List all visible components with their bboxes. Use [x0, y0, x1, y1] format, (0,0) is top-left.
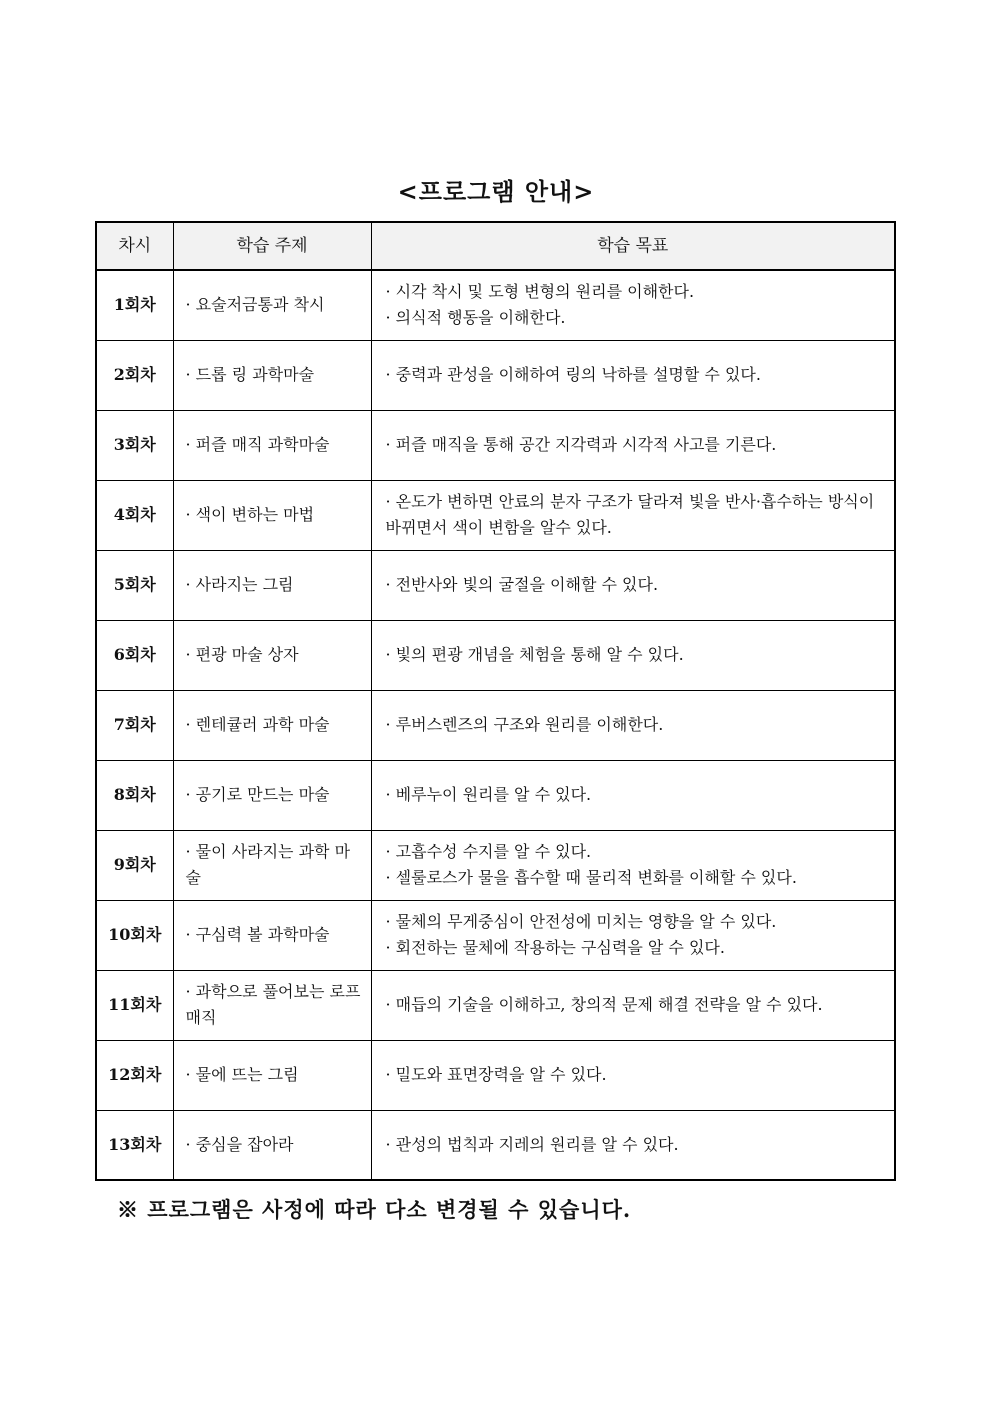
goal-line: · 시각 착시 및 도형 변형의 원리를 이해한다. — [385, 282, 695, 302]
topic-cell: · 과학으로 풀어보는 로프 매직 — [173, 970, 371, 1040]
table-row — [96, 550, 895, 620]
session-cell: 3회차 — [96, 410, 173, 480]
table-row — [96, 410, 895, 480]
topic-cell: · 렌테큘러 과학 마술 — [173, 690, 371, 760]
program-table — [95, 221, 896, 1181]
session-cell: 5회차 — [96, 550, 173, 620]
goal-line: · 고흡수성 수지를 알 수 있다. — [385, 842, 592, 861]
topic-cell: · 퍼즐 매직 과학마술 — [173, 410, 371, 480]
table-row — [96, 760, 895, 830]
goal-line: · 회전하는 물체에 작용하는 구심력을 알 수 있다. — [385, 938, 725, 957]
goal-line: · 퍼즐 매직을 통해 공간 지각력과 시각적 사고를 기른다. — [385, 435, 777, 454]
session-cell: 6회차 — [96, 620, 173, 690]
goal-cell — [371, 340, 895, 410]
goal-cell — [371, 270, 895, 340]
goal-line: · 의식적 행동을 이해한다. — [385, 308, 566, 328]
goal-line: · 매듭의 기술을 이해하고, 창의적 문제 해결 전략을 알 수 있다. — [385, 995, 823, 1014]
table-row — [96, 1040, 895, 1110]
goal-line: · 온도가 변하면 안료의 분자 구조가 달라져 빛을 반사·흡수하는 방식이 바뀌면서 색이 변함을 알수 있다. — [385, 492, 875, 537]
session-cell: 8회차 — [96, 760, 173, 830]
topic-cell: · 색이 변하는 마법 — [173, 480, 371, 550]
goal-cell — [371, 550, 895, 620]
goal-cell — [371, 830, 895, 900]
page-title: <프로그램 안내> — [397, 177, 595, 206]
topic-cell: · 공기로 만드는 마술 — [173, 760, 371, 830]
topic-cell: · 드롭 링 과학마술 — [173, 340, 371, 410]
header-goal: 학습 목표 — [371, 222, 895, 270]
header-session: 차시 — [96, 222, 173, 270]
session-cell: 12회차 — [96, 1040, 173, 1110]
topic-cell: · 편광 마술 상자 — [173, 620, 371, 690]
change-notice: ※ 프로그램은 사정에 따라 다소 변경될 수 있습니다. — [117, 1197, 632, 1222]
goal-cell — [371, 760, 895, 830]
topic-cell: · 요술저금통과 착시 — [173, 270, 371, 340]
goal-line: · 밀도와 표면장력을 알 수 있다. — [385, 1065, 607, 1084]
topic-cell: · 물에 뜨는 그림 — [173, 1040, 371, 1110]
table-header-row — [96, 222, 895, 270]
goal-line: · 빛의 편광 개념을 체험을 통해 알 수 있다. — [385, 645, 684, 664]
goal-cell — [371, 620, 895, 690]
goal-line: · 전반사와 빛의 굴절을 이해할 수 있다. — [385, 575, 659, 594]
goal-line: · 베루누이 원리를 알 수 있다. — [385, 785, 592, 804]
topic-cell: · 물이 사라지는 과학 마술 — [173, 830, 371, 900]
session-cell: 10회차 — [96, 900, 173, 970]
table-row — [96, 480, 895, 550]
session-cell: 2회차 — [96, 340, 173, 410]
goal-cell — [371, 1040, 895, 1110]
table-row — [96, 970, 895, 1040]
table-row — [96, 340, 895, 410]
table-row — [96, 690, 895, 760]
session-cell: 11회차 — [96, 970, 173, 1040]
goal-cell — [371, 480, 895, 550]
goal-cell — [371, 1110, 895, 1180]
goal-cell — [371, 970, 895, 1040]
session-cell: 13회차 — [96, 1110, 173, 1180]
table-row — [96, 900, 895, 970]
goal-line: · 중력과 관성을 이해하여 링의 낙하를 설명할 수 있다. — [385, 365, 761, 384]
session-cell: 4회차 — [96, 480, 173, 550]
goal-line: · 물체의 무게중심이 안전성에 미치는 영향을 알 수 있다. — [385, 912, 777, 931]
goal-cell — [371, 690, 895, 760]
goal-line: · 루버스렌즈의 구조와 원리를 이해한다. — [385, 715, 664, 734]
topic-cell: · 구심력 볼 과학마술 — [173, 900, 371, 970]
goal-cell — [371, 900, 895, 970]
session-cell: 1회차 — [96, 270, 173, 340]
goal-line: · 관성의 법칙과 지레의 원리를 알 수 있다. — [385, 1134, 679, 1154]
topic-cell: · 사라지는 그림 — [173, 550, 371, 620]
table-row — [96, 830, 895, 900]
table-row — [96, 620, 895, 690]
table-row — [96, 1110, 895, 1180]
session-cell: 9회차 — [96, 830, 173, 900]
goal-line: · 셀룰로스가 물을 흡수할 때 물리적 변화를 이해할 수 있다. — [385, 868, 797, 887]
session-cell: 7회차 — [96, 690, 173, 760]
goal-cell — [371, 410, 895, 480]
header-topic: 학습 주제 — [173, 222, 371, 270]
topic-cell: · 중심을 잡아라 — [173, 1110, 371, 1180]
table-row — [96, 270, 895, 340]
